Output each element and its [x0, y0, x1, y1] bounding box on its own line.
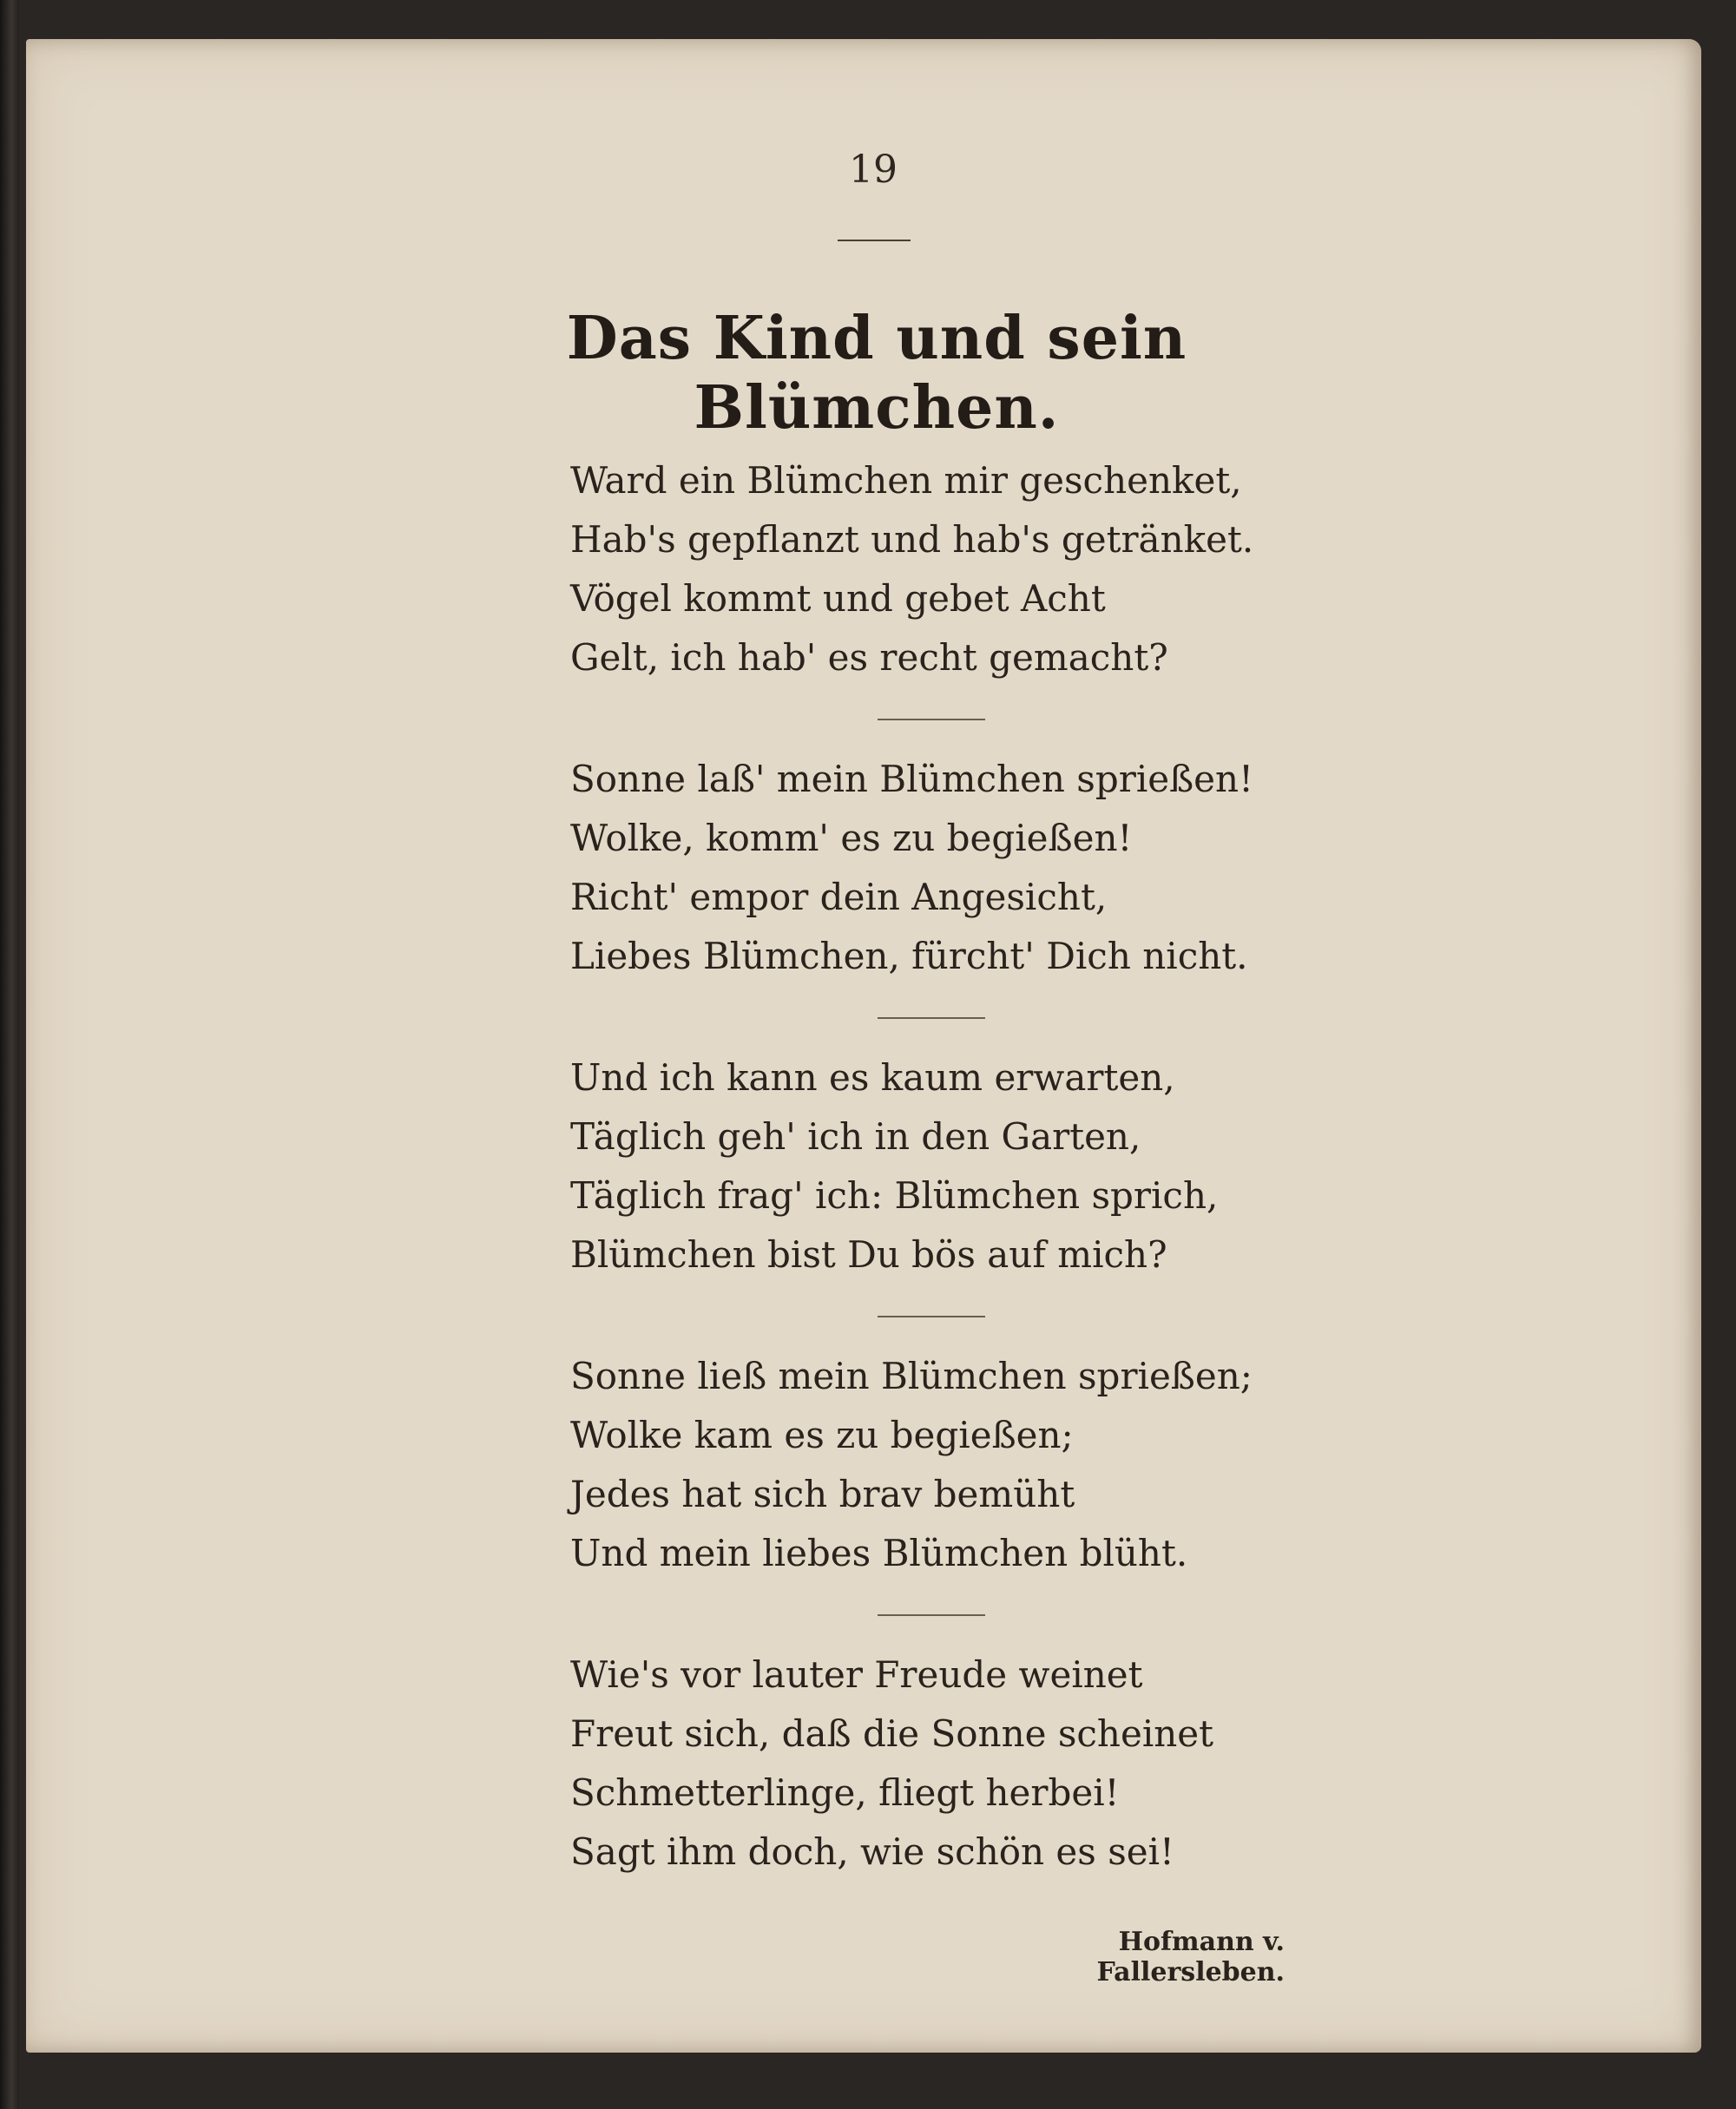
stanza-divider [570, 687, 1230, 750]
stanza-divider [570, 986, 1230, 1048]
book-spine [0, 0, 19, 2109]
poem-line: Jedes hat sich brav bemüht [570, 1473, 1075, 1515]
poem-line: Wolke, komm' es zu begießen! [570, 817, 1133, 859]
page-number-rule [838, 240, 911, 241]
poem-title: Das Kind und sein Blümchen. [566, 304, 1187, 443]
poem-line: Liebes Blümchen, fürcht' Dich nicht. [570, 935, 1248, 977]
poem-line: Ward ein Blümchen mir geschenket, [570, 459, 1242, 502]
poem-line: Hab's gepflanzt und hab's getränket. [570, 518, 1254, 561]
poem-line: Sagt ihm doch, wie schön es sei! [570, 1830, 1174, 1873]
poem-line: Täglich frag' ich: Blümchen sprich, [570, 1174, 1219, 1217]
poem-line: Sonne ließ mein Blümchen sprießen; [570, 1355, 1253, 1397]
stanza-divider [570, 1583, 1230, 1646]
poem-line: Gelt, ich hab' es recht gemacht? [570, 636, 1168, 679]
poem-line: Wie's vor lauter Freude weinet [570, 1653, 1143, 1696]
stanza [570, 750, 1253, 986]
page-number: 19 [849, 148, 898, 192]
author-signature: Hofmann v. Fallersleben. [1096, 1927, 1285, 1987]
poem-line: Richt' empor dein Angesicht, [570, 876, 1108, 918]
poem-line: Und ich kann es kaum erwarten, [570, 1056, 1175, 1099]
poem-line: Blümchen bist Du bös auf mich? [570, 1233, 1167, 1276]
stanza [570, 451, 1254, 687]
stanza [570, 1347, 1253, 1583]
poem-line: Wolke kam es zu begießen; [570, 1414, 1074, 1456]
poem-line: Vögel kommt und gebet Acht [570, 577, 1106, 620]
poem-line: Und mein liebes Blümchen blüht. [570, 1532, 1188, 1574]
stanza [570, 1646, 1230, 1882]
poem-line: Sonne laß' mein Blümchen sprießen! [570, 758, 1253, 800]
poem-line: Täglich geh' ich in den Garten, [570, 1115, 1141, 1158]
stanza-divider [570, 1284, 1230, 1347]
poem-line: Freut sich, daß die Sonne scheinet [570, 1712, 1214, 1755]
poem-line: Schmetterlinge, fliegt herbei! [570, 1771, 1120, 1814]
stanza [570, 1048, 1230, 1284]
poem-body [570, 451, 1254, 1882]
